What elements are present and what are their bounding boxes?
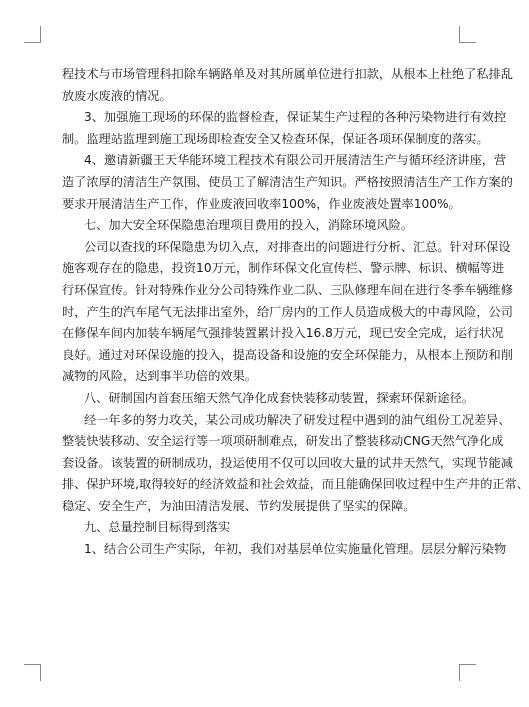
text-line: 时，产生的汽车尾气无法排出室外，给厂房内的工作人员造成极大的中毒风险，公司 bbox=[62, 304, 513, 319]
text-line: 在修保车间内加装车辆尾气强排装置累计投入16.8万元，现已安全完成，运行状况 bbox=[62, 326, 504, 341]
text-line: 制。监理站监理到施工现场即检查安全又检查环保，保证各项环保制度的落实。 bbox=[62, 131, 489, 146]
crop-mark-bottom-left bbox=[24, 664, 41, 681]
text-line: 排、保护环境,取得较好的经济效益和社会效益，而且能确保回收过程中生产井的正常、 bbox=[62, 477, 529, 492]
text-line: 4、邀请新疆王天华能环境工程技术有限公司开展清洁生产与循环经济讲座，营 bbox=[84, 153, 507, 168]
section-heading: 七、加大安全环保隐患治理项目费用的投入，消除环境风险。 bbox=[84, 218, 414, 233]
crop-mark-bottom-right bbox=[459, 664, 476, 681]
crop-mark-top-right bbox=[459, 26, 476, 43]
text-line: 行环保宣传。针对特殊作业分公司特殊作业二队、三队修理车间在进行冬季车辆维修 bbox=[62, 282, 513, 297]
text-line: 稳定、安全生产，为油田清洁发展、节约发展提供了坚实的保障。 bbox=[62, 498, 416, 513]
text-line: 3、加强施工现场的环保的监督检查，保证某生产过程的各种污染物进行有效控 bbox=[84, 110, 507, 125]
section-heading: 八、研制国内首套压缩天然气净化成套快装移动装置，探索环保新途径。 bbox=[84, 390, 474, 405]
text-line: 套设备。该装置的研制成功，投运使用不仅可以回收大量的试井天然气，实现节能减 bbox=[62, 455, 513, 470]
text-line: 减物的风险，达到事半功倍的效果。 bbox=[62, 369, 257, 384]
text-line: 良好。通过对环保设施的投入，提高设备和设施的安全环保能力，从根本上预防和削 bbox=[62, 347, 513, 362]
text-line: 公司以查找的环保隐患为切入点，对排查出的问题进行分析、汇总。针对环保设 bbox=[84, 239, 511, 254]
text-line: 经一年多的努力攻关，某公司成功解决了研发过程中遇到的油气组份工况差异、 bbox=[84, 412, 511, 427]
text-line: 程技术与市场管理科扣除车辆路单及对其所属单位进行扣款，从根本上杜绝了私排乱 bbox=[62, 67, 513, 81]
text-line: 整装快装移动、安全运行等一项项研制难点，研发出了整装移动CNG天然气净化成 bbox=[62, 434, 504, 449]
crop-mark-top-left bbox=[24, 26, 41, 43]
text-line: 造了浓厚的清洁生产氛围、使员工了解清洁生产知识。严格按照清洁生产工作方案的 bbox=[62, 174, 513, 189]
text-line: 1、结合公司生产实际，年初，我们对基层单位实施量化管理。层层分解污染物 bbox=[84, 542, 507, 557]
text-line: 施客观存在的隐患，投资10万元，制作环保文化宣传栏、警示牌、标识、横幅等进 bbox=[62, 261, 505, 276]
text-line: 要求开展清洁生产工作，作业废液回收率100%，作业废液处置率100%。 bbox=[62, 196, 461, 211]
section-heading: 九、总量控制目标得到落实 bbox=[84, 520, 231, 535]
text-line: 放废水废液的情况。 bbox=[62, 88, 172, 103]
document-body bbox=[62, 64, 529, 561]
